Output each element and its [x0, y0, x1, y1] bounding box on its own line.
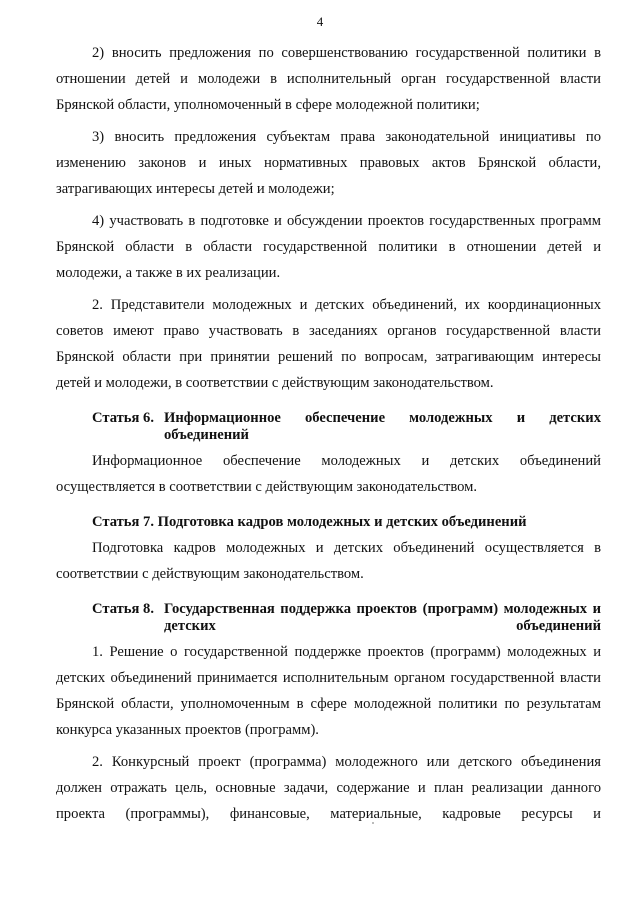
article-6-text: Информационное обеспечение молодежных и детских объединений осуществляется в соответствии с действующим законодательством.	[56, 453, 601, 495]
article-8-heading	[56, 601, 601, 635]
document-body	[56, 40, 601, 827]
paragraph-part-2: 2. Представители молодежных и детских объединений, их координационных советов имеют право участвовать в заседаниях органов государственной власти Брянской области при принятии решений по вопросам, затрагивающим интересы детей и молодежи, в соответствии с действующим законодательством.	[56, 297, 601, 391]
page-number: 4	[316, 14, 324, 29]
article-7-title: Статья 7. Подготовка кадров молодежных и детских объединений	[92, 514, 527, 530]
article-8-paragraph-1: 1. Решение о государственной поддержке проектов (программ) молодежных и детских объединений принимается исполнительным органом государственной власти Брянской области, уполномоченным в сфере молодежной политики по результатам конкурса указанных проектов (программ).	[56, 644, 601, 738]
article-6-title: Информационное обеспечение молодежных и детских объединений	[164, 410, 601, 443]
article-7-heading	[56, 514, 601, 531]
paragraph-item-2: 2) вносить предложения по совершенствованию государственной политики в отношении детей и молодежи в исполнительный орган государственной власти Брянской области, уполномоченный в сфере молодежной политики;	[56, 45, 601, 113]
article-6-heading	[56, 410, 601, 444]
paragraph-item-4: 4) участвовать в подготовке и обсуждении проектов государственных программ Брянской области в области государственной политики в отношении детей и молодежи, а также в их реализации.	[56, 213, 601, 281]
article-6-number: Статья 6.	[92, 410, 154, 426]
article-8-number: Статья 8.	[92, 601, 154, 617]
paragraph-item-3: 3) вносить предложения субъектам права законодательной инициативы по изменению законов и иных нормативных правовых актов Брянской области, затрагивающих интересы детей и молодежи;	[56, 129, 601, 197]
article-8-title: Государственная поддержка проектов (программ) молодежных и детских объединений	[164, 601, 601, 634]
scan-speck	[372, 822, 374, 824]
article-7-text: Подготовка кадров молодежных и детских объединений осуществляется в соответствии с действующим законодательством.	[56, 540, 601, 582]
article-8-paragraph-2: 2. Конкурсный проект (программа) молодежного или детского объединения должен отражать цель, основные задачи, содержание и план реализации данного проекта (программы), финансовые, материальные, кадровые ресурсы и	[56, 754, 601, 822]
